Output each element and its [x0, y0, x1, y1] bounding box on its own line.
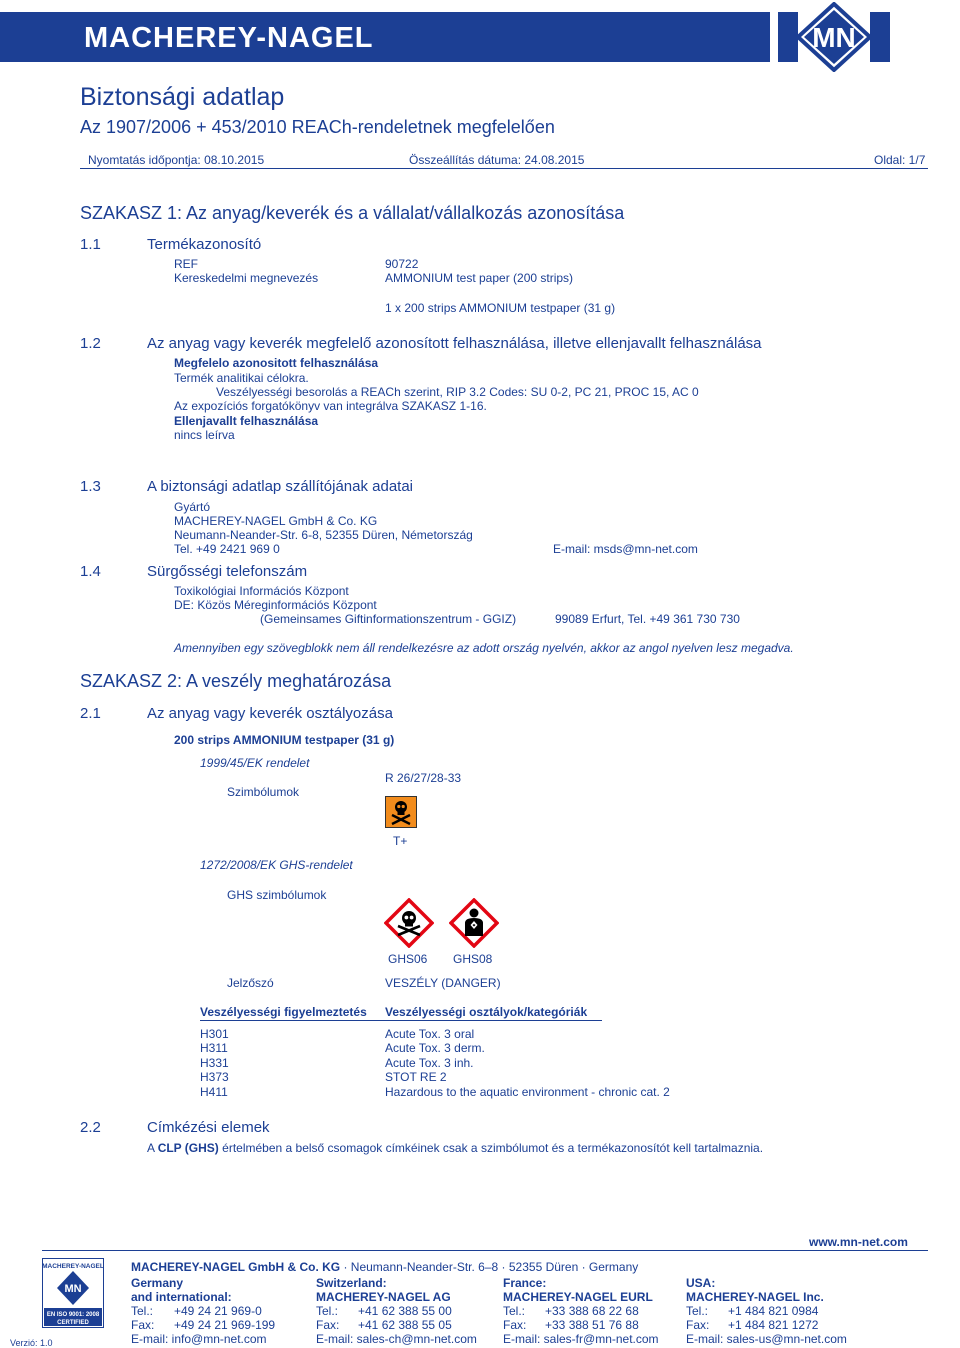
use-text: Termék analitikai célokra.	[174, 371, 309, 385]
footer-tel-label: Tel.:	[316, 1304, 339, 1318]
emergency-phone: 99089 Erfurt, Tel. +49 361 730 730	[555, 612, 740, 626]
footer-address: · Neumann-Neander-Str. 6–8 · 52355 Düren · Germany	[340, 1260, 639, 1274]
ref-label: REF	[174, 257, 198, 271]
hazard-code: H331	[200, 1056, 229, 1070]
footer-fax: +1 484 821 1272	[728, 1318, 819, 1332]
language-note: Amennyiben egy szövegblokk nem áll rendelkezésre az adott ország nyelvén, akkor az angol nyelven lesz megadva.	[174, 641, 794, 655]
footer-company: MACHEREY-NAGEL GmbH & Co. KG	[131, 1260, 341, 1274]
ghs06-skull-icon	[384, 898, 434, 948]
footer-email[interactable]: E-mail: sales-us@mn-net.com	[686, 1332, 847, 1346]
ghs08-health-hazard-icon	[449, 898, 499, 948]
labelling-text-clp: CLP (GHS)	[157, 1141, 219, 1155]
badge-brand: MACHEREY-NAGEL	[42, 1263, 104, 1270]
company-name: MACHEREY-NAGEL GmbH & Co. KG	[174, 514, 378, 528]
ghs-regulation: 1272/2008/EK GHS-rendelet	[200, 858, 353, 872]
s13-title: A biztonsági adatlap szállítójának adatai	[147, 478, 414, 495]
footer-tel-label: Tel.:	[503, 1304, 526, 1318]
footer-fax: +49 24 21 969-199	[174, 1318, 276, 1332]
ref-value: 90722	[385, 257, 419, 271]
emergency-line-2: DE: Közös Méreginformációs Központ	[174, 598, 377, 612]
s21-num: 2.1	[80, 705, 101, 722]
use-heading: Megfelelo azonositott felhasználása	[174, 356, 379, 370]
hazard-code: H301	[200, 1027, 229, 1041]
t-plus-label: T+	[393, 834, 408, 848]
pack-size: 1 x 200 strips AMMONIUM testpaper (31 g)	[385, 301, 616, 315]
footer-col-subheading: MACHEREY-NAGEL EURL	[503, 1290, 653, 1304]
footer-email[interactable]: E-mail: sales-ch@mn-net.com	[316, 1332, 477, 1346]
header-bar	[0, 0, 960, 72]
ghs06-label: GHS06	[388, 952, 428, 966]
footer-fax: +33 388 51 76 88	[545, 1318, 639, 1332]
product-name: 200 strips AMMONIUM testpaper (31 g)	[174, 733, 395, 747]
mn-logo-icon	[778, 2, 890, 72]
hazard-class: Acute Tox. 3 derm.	[385, 1041, 485, 1055]
footer-email[interactable]: E-mail: info@mn-net.com	[131, 1332, 267, 1346]
emergency-line-3: (Gemeinsames Giftinformationszentrum - GGIZ)	[260, 612, 517, 626]
footer-fax-label: Fax:	[503, 1318, 527, 1332]
s13-num: 1.3	[80, 478, 101, 495]
version-label: Verzió: 1.0	[10, 1338, 53, 1348]
ghs-symbols-label: GHS szimbólumok	[227, 888, 327, 902]
s11-num: 1.1	[80, 236, 101, 253]
footer-col-heading: Switzerland:	[316, 1276, 387, 1290]
footer-rule	[42, 1250, 928, 1251]
footer-col-heading: France:	[503, 1276, 547, 1290]
footer-tel-label: Tel.:	[131, 1304, 154, 1318]
section-2-title: SZAKASZ 2: A veszély meghatározása	[80, 671, 392, 691]
directive-label: 1999/45/EK rendelet	[200, 756, 310, 770]
hazard-class: Acute Tox. 3 inh.	[385, 1056, 474, 1070]
trade-label: Kereskedelmi megnevezés	[174, 271, 319, 285]
s22-num: 2.2	[80, 1119, 101, 1136]
company-tel: Tel. +49 2421 969 0	[174, 542, 280, 556]
trade-value: AMMONIUM test paper (200 strips)	[385, 271, 574, 285]
hazard-col-header-statement: Veszélyességi figyelmeztetés	[200, 1005, 367, 1019]
brand-name: MACHEREY-NAGEL	[84, 22, 374, 54]
hazard-code: H311	[200, 1041, 228, 1055]
badge-logo: MN	[64, 1283, 82, 1295]
hazard-col-header-class: Veszélyességi osztályok/kategóriák	[385, 1005, 588, 1019]
footer-company-line	[131, 1260, 638, 1274]
footer-fax: +41 62 388 55 05	[358, 1318, 452, 1332]
s14-num: 1.4	[80, 563, 101, 580]
reach-codes: Veszélyességi besorolás a REACh szerint, RIP 3.2 Codes: SU 0-2, PC 21, PROC 15, AC 0	[216, 385, 699, 399]
footer-tel: +49 24 21 969-0	[174, 1304, 262, 1318]
footer-fax-label: Fax:	[686, 1318, 710, 1332]
s21-title: Az anyag vagy keverék osztályozása	[147, 705, 393, 722]
s12-title: Az anyag vagy keverék megfelelő azonosított felhasználása, illetve ellenjavallt felhasználása	[147, 335, 762, 352]
signal-word-label: Jelzőszó	[227, 976, 274, 990]
hazard-class: Hazardous to the aquatic environment - chronic cat. 2	[385, 1085, 670, 1099]
contra-text: nincs leírva	[174, 428, 235, 442]
iso-certified-badge	[42, 1258, 104, 1328]
footer-col-heading: Germany	[131, 1276, 184, 1290]
page-number: Oldal: 1/7	[874, 153, 926, 167]
hazard-class: Acute Tox. 3 oral	[385, 1027, 475, 1041]
page-title: Biztonsági adatlap	[80, 83, 285, 111]
badge-cert: CERTIFIED	[57, 1320, 89, 1326]
footer-email[interactable]: E-mail: sales-fr@mn-net.com	[503, 1332, 659, 1346]
footer-col-heading: USA:	[686, 1276, 716, 1290]
emergency-line-1: Toxikológiai Információs Központ	[174, 584, 349, 598]
exposure-text: Az expozíciós forgatókönyv van integrálva SZAKASZ 1-16.	[174, 399, 487, 413]
footer-tel-label: Tel.:	[686, 1304, 709, 1318]
footer-col-subheading: MACHEREY-NAGEL Inc.	[686, 1290, 824, 1304]
footer-fax-label: Fax:	[316, 1318, 340, 1332]
maker-label: Gyártó	[174, 500, 211, 514]
contra-heading: Ellenjavallt felhasználása	[174, 414, 319, 428]
hazard-table-rule	[200, 1020, 602, 1021]
footer-tel: +41 62 388 55 00	[358, 1304, 452, 1318]
footer-tel: +33 388 68 22 68	[545, 1304, 639, 1318]
s12-num: 1.2	[80, 335, 101, 352]
badge-iso: EN ISO 9001: 2008	[46, 1312, 100, 1318]
s14-title: Sürgősségi telefonszám	[147, 563, 308, 580]
labelling-text-a: A	[147, 1141, 158, 1155]
hazard-code: H373	[200, 1070, 229, 1084]
print-date: Nyomtatás időpontja: 08.10.2015	[88, 153, 265, 167]
labelling-text	[147, 1141, 763, 1155]
section-1-title: SZAKASZ 1: Az anyag/keverék és a vállalat/vállalkozás azonosítása	[80, 203, 625, 223]
hazard-class: STOT RE 2	[385, 1070, 447, 1084]
company-email: E-mail: msds@mn-net.com	[553, 542, 698, 556]
footer-col-subheading: MACHEREY-NAGEL AG	[316, 1290, 451, 1304]
s22-title: Címkézési elemek	[147, 1119, 270, 1136]
s11-title: Termékazonosító	[147, 236, 262, 253]
hazard-code: H411	[200, 1085, 228, 1099]
r-phrase: R 26/27/28-33	[385, 771, 462, 785]
footer-col-subheading: and international:	[131, 1290, 232, 1304]
compile-date: Összeállítás dátuma: 24.08.2015	[409, 153, 585, 167]
footer-fax-label: Fax:	[131, 1318, 155, 1332]
company-address: Neumann-Neander-Str. 6-8, 52355 Düren, Németország	[174, 528, 473, 542]
labelling-text-c: értelmében a belső csomagok címkéinek csak a szimbólumot és a termékazonosítót kell tartalmaznia.	[218, 1141, 764, 1155]
ghs08-label: GHS08	[453, 952, 493, 966]
symbols-label: Szimbólumok	[227, 785, 300, 799]
page-subtitle: Az 1907/2006 + 453/2010 REACh-rendeletnek megfelelően	[80, 117, 555, 137]
logo-text: MN	[812, 22, 856, 53]
toxic-skull-icon	[385, 796, 417, 828]
header-rule	[80, 168, 928, 169]
footer-tel: +1 484 821 0984	[728, 1304, 819, 1318]
footer-website[interactable]: www.mn-net.com	[809, 1235, 908, 1249]
signal-word-value: VESZÉLY (DANGER)	[385, 976, 501, 990]
